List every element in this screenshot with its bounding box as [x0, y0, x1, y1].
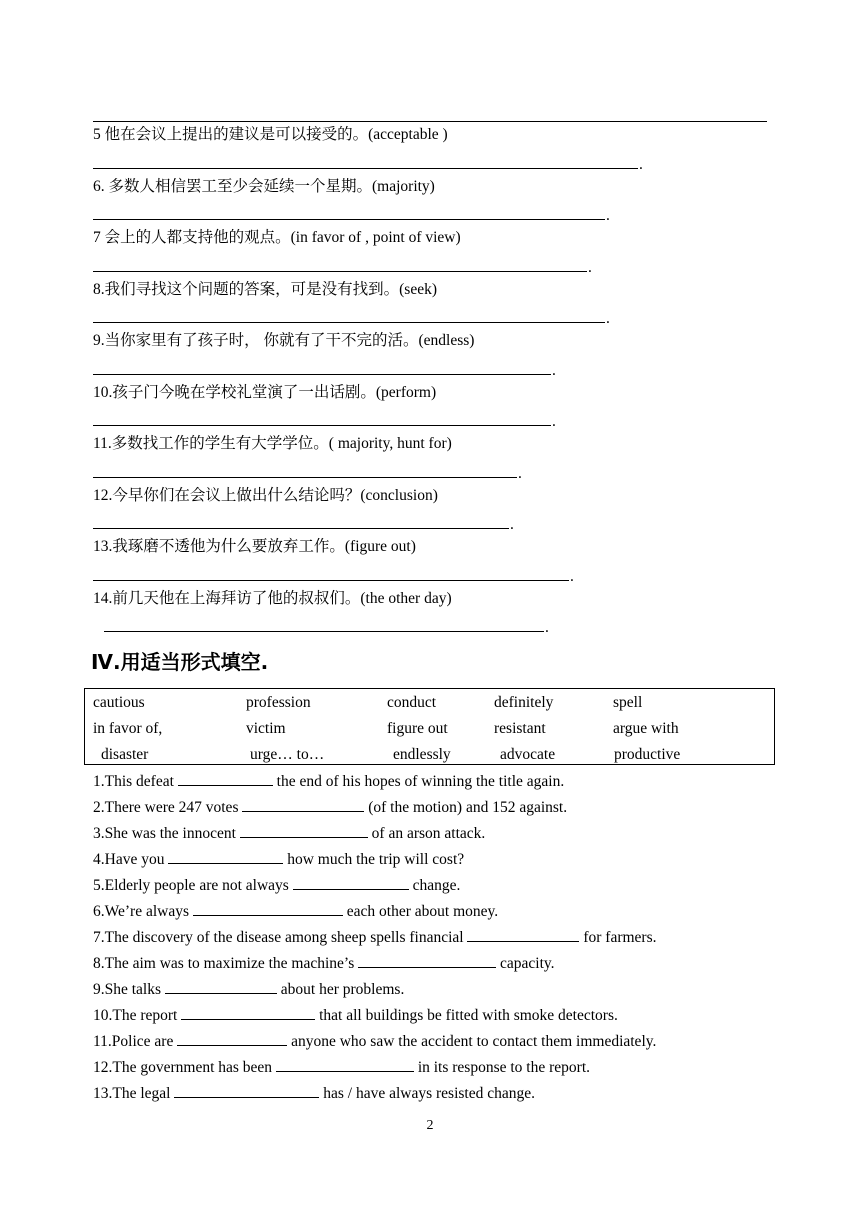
word-bank-item: advocate: [500, 746, 556, 763]
page-number: 2: [426, 1118, 434, 1133]
fill-item-text-before: 13.The legal: [93, 1085, 171, 1102]
fill-item-text-before: 9.She talks: [93, 981, 162, 998]
answer-period: .: [518, 464, 522, 482]
word-bank-item: urge… to…: [250, 746, 325, 763]
word-bank-item: conduct: [387, 694, 437, 711]
word-bank-item: spell: [613, 694, 643, 711]
word-bank-item: victim: [246, 720, 286, 737]
translation-prompt: 14.前几天他在上海拜访了他的叔叔们。(the other day): [93, 589, 452, 607]
fill-item: [93, 899, 793, 925]
answer-line[interactable]: [93, 301, 793, 331]
fill-blank[interactable]: [240, 822, 368, 838]
fill-item-text-before: 2.There were 247 votes: [93, 799, 239, 816]
fill-item: [93, 977, 793, 1003]
answer-period: .: [552, 361, 556, 379]
translation-prompt: 8.我们寻找这个问题的答案，可是没有找到。(seek): [93, 280, 437, 298]
answer-rule: [104, 631, 544, 632]
fill-item-text-before: 4.Have you: [93, 851, 165, 868]
fill-item-text-before: 10.The report: [93, 1007, 178, 1024]
top-rule: [93, 121, 767, 122]
fill-item-text-after: (of the motion) and 152 against.: [368, 799, 568, 816]
fill-item-text-after: in its response to the report.: [417, 1059, 591, 1076]
answer-period: .: [606, 207, 610, 224]
answer-rule: [93, 168, 638, 169]
translation-prompt: 12.今早你们在会议上做出什么结论吗？(conclusion): [93, 486, 438, 504]
fill-item-text-after: has / have always resisted change.: [323, 1085, 535, 1102]
answer-line[interactable]: [93, 404, 793, 434]
answer-line[interactable]: [93, 558, 793, 588]
translation-prompt: 10.孩子门今晚在学校礼堂演了一出话剧。(perform): [93, 383, 437, 401]
fill-item: [93, 925, 793, 951]
translation-prompt: 5 他在会议上提出的建议是可以接受的。(acceptable ): [93, 126, 448, 143]
translation-section: [93, 124, 793, 639]
answer-line[interactable]: [93, 352, 793, 382]
translation-prompt: 11.多数找工作的学生有大学学位。( majority, hunt for): [93, 435, 452, 452]
fill-blank[interactable]: [467, 926, 579, 942]
word-bank-item: figure out: [387, 720, 448, 737]
answer-line[interactable]: [93, 610, 793, 640]
answer-rule: [93, 219, 605, 220]
answer-period: .: [552, 413, 556, 430]
fill-item: [93, 821, 793, 847]
answer-period: .: [510, 516, 514, 533]
word-bank-item: resistant: [494, 720, 546, 737]
word-bank-item: in favor of,: [93, 720, 163, 737]
word-bank-item: productive: [614, 746, 681, 763]
fill-blank[interactable]: [165, 978, 277, 994]
answer-rule: [93, 271, 587, 272]
answer-rule: [93, 322, 605, 323]
fill-item-text-before: 3.She was the innocent: [93, 825, 236, 842]
fill-blank[interactable]: [242, 796, 364, 812]
fill-blank[interactable]: [193, 900, 343, 916]
fill-in-section: [93, 769, 793, 1107]
fill-item-text-after: of an arson attack.: [371, 825, 486, 842]
word-bank-item: cautious: [93, 694, 145, 711]
fill-item-text-after: how much the trip will cost?: [287, 851, 465, 868]
fill-item-text-before: 6.We’re always: [93, 903, 190, 920]
fill-item-text-before: 1.This defeat: [93, 773, 174, 790]
answer-period: .: [639, 155, 643, 173]
fill-item: [93, 1003, 793, 1029]
word-bank-item: disaster: [101, 746, 149, 763]
answer-period: .: [606, 310, 610, 327]
fill-blank[interactable]: [178, 770, 273, 786]
fill-blank[interactable]: [276, 1056, 414, 1072]
fill-item-text-after: about her problems.: [280, 981, 405, 998]
fill-item-text-before: 12.The government has been: [93, 1059, 273, 1076]
fill-item: [93, 951, 793, 977]
answer-rule: [93, 374, 551, 375]
fill-item: [93, 769, 793, 795]
fill-item-text-before: 5.Elderly people are not always: [93, 877, 289, 894]
word-bank-item: profession: [246, 694, 311, 711]
answer-rule: [93, 580, 569, 581]
answer-period: .: [570, 567, 574, 585]
fill-item-text-after: anyone who saw the accident to contact them immediately.: [291, 1033, 657, 1050]
fill-item: [93, 873, 793, 899]
fill-item-text-after: the end of his hopes of winning the title again.: [276, 773, 565, 790]
word-bank-item: definitely: [494, 694, 554, 711]
fill-blank[interactable]: [181, 1004, 315, 1020]
fill-item: [93, 1055, 793, 1081]
fill-blank[interactable]: [168, 848, 283, 864]
answer-period: .: [545, 619, 549, 636]
fill-item: [93, 795, 793, 821]
answer-line[interactable]: [93, 146, 793, 176]
fill-blank[interactable]: [293, 874, 409, 890]
word-bank-item: endlessly: [393, 746, 451, 763]
translation-prompt: 13.我琢磨不透他为什么要放弃工作。(figure out): [93, 538, 416, 555]
answer-line[interactable]: [93, 198, 793, 228]
fill-blank[interactable]: [358, 952, 496, 968]
answer-line[interactable]: [93, 455, 793, 485]
answer-rule: [93, 477, 517, 478]
word-bank-item: argue with: [613, 720, 679, 737]
word-bank: [84, 688, 775, 765]
answer-rule: [93, 425, 551, 426]
translation-prompt: 7 会上的人都支持他的观点。(in favor of , point of view): [93, 229, 461, 246]
answer-line[interactable]: [93, 249, 793, 279]
fill-item-text-before: 11.Police are: [93, 1033, 174, 1050]
answer-period: .: [588, 258, 592, 276]
fill-item: [93, 1029, 793, 1055]
answer-line[interactable]: [93, 507, 793, 537]
section-title: Ⅳ.用适当形式填空.: [91, 650, 269, 674]
fill-blank[interactable]: [177, 1030, 287, 1046]
fill-item-text-before: 8.The aim was to maximize the machine’s: [93, 955, 355, 972]
translation-prompt: 9.当你家里有了孩子时， 你就有了干不完的活。(endless): [93, 332, 475, 349]
answer-rule: [93, 528, 509, 529]
fill-item-text-after: change.: [412, 877, 461, 894]
fill-item: [93, 1081, 793, 1107]
fill-item-text-after: capacity.: [500, 955, 555, 972]
fill-blank[interactable]: [174, 1082, 319, 1098]
translation-prompt: 6. 多数人相信罢工至少会延续一个星期。(majority): [93, 177, 435, 195]
fill-item-text-before: 7.The discovery of the disease among sheep spells financial: [93, 929, 464, 946]
fill-item-text-after: for farmers.: [583, 929, 657, 946]
fill-item-text-after: that all buildings be fitted with smoke detectors.: [319, 1007, 618, 1024]
fill-item: [93, 847, 793, 873]
fill-item-text-after: each other about money.: [346, 903, 499, 920]
